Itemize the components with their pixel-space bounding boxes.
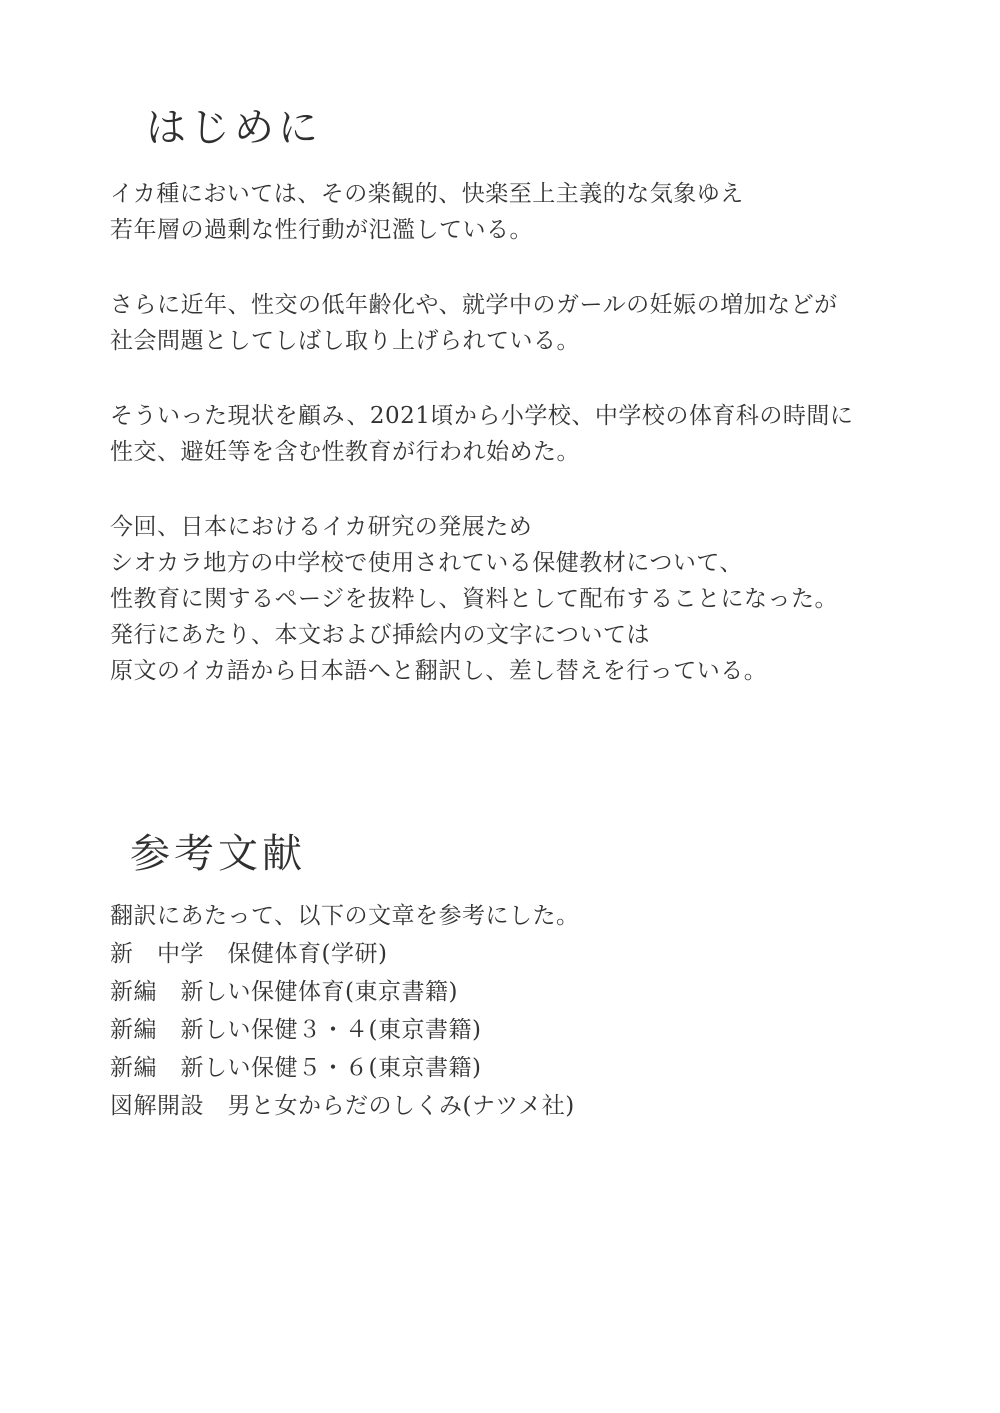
text-line: 性交、避妊等を含む性教育が行われ始めた。: [110, 439, 580, 465]
reference-line: 新 中学 保健体育(学研): [110, 941, 388, 967]
references-section: [110, 897, 870, 1125]
reference-line: 翻訳にあたって、以下の文章を参考にした。: [110, 903, 580, 929]
references-heading: 参考文献: [130, 831, 306, 877]
text-line: 社会問題としてしばし取り上げられている。: [110, 328, 580, 354]
paragraph: [110, 287, 870, 359]
paragraph: [110, 176, 870, 248]
text-line: 今回、日本におけるイカ研究の発展ため: [110, 514, 533, 540]
reference-line: 新編 新しい保健５・６(東京書籍): [110, 1055, 482, 1081]
reference-line: 新編 新しい保健３・４(東京書籍): [110, 1017, 482, 1043]
text-line: 発行にあたり、本文および挿絵内の文字については: [110, 622, 651, 648]
text-line: シオカラ地方の中学校で使用されている保健教材について、: [110, 550, 743, 576]
text-line: 原文のイカ語から日本語へと翻訳し、差し替えを行っている。: [110, 658, 768, 684]
reference-line: 図解開設 男と女からだのしくみ(ナツメ社): [110, 1093, 575, 1119]
text-line: さらに近年、性交の低年齢化や、就学中のガールの妊娠の増加などが: [110, 292, 838, 318]
text-line: そういった現状を顧み、2021頃から小学校、中学校の体育科の時間に: [110, 403, 854, 429]
intro-section: [110, 176, 870, 728]
text-line: 性教育に関するページを抜粋し、資料として配布することになった。: [110, 586, 839, 612]
paragraph: [110, 509, 870, 689]
text-line: 若年層の過剰な性行動が氾濫している。: [110, 217, 533, 243]
reference-line: 新編 新しい保健体育(東京書籍): [110, 979, 458, 1005]
paragraph: [110, 398, 870, 470]
intro-heading: はじめに: [146, 105, 322, 151]
text-line: イカ種においては、その楽観的、快楽至上主義的な気象ゆえ: [110, 181, 744, 207]
